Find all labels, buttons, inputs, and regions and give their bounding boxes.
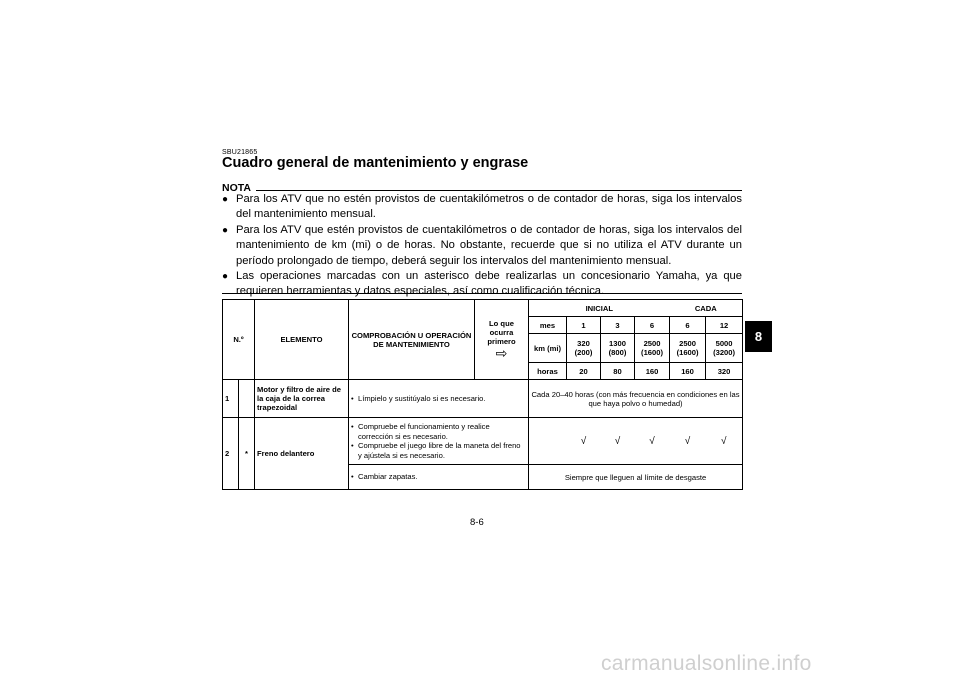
row-operations [349, 418, 529, 465]
watermark: carmanualsonline.info [601, 652, 812, 675]
header-element: ELEMENTO [255, 300, 349, 380]
unit-hours: horas [529, 363, 567, 380]
row-number: 1 [223, 380, 239, 418]
month-value: 1 [567, 317, 601, 334]
unit-km: km (mi) [529, 334, 567, 363]
nota-item-text: Para los ATV que estén provistos de cuentakilómetros o de contador de horas, siga los intervalos del mantenimiento de km (mi) o de horas. No obstante, recuerde que si no utiliza el ATV durante un período prolongado de tiempo, deberá seguir los intervalos del mantenimiento mensual. [236, 223, 742, 267]
header-first [475, 300, 529, 380]
bullet-icon: ● [222, 194, 229, 205]
operation-item: • Compruebe el juego libre de la maneta del freno y ajústela si es necesario. [351, 441, 526, 460]
arrow-right-icon: ⇨ [495, 345, 508, 361]
check-icon: √ [614, 435, 621, 447]
document-code: SBU21865 [222, 149, 258, 156]
header-check: COMPROBACIÓN U OPERACIÓN DE MANTENIMIENTO [349, 300, 475, 380]
operation-item: • Compruebe el funcionamiento y realice corrección si es necesario. [351, 422, 526, 441]
month-value: 6 [670, 317, 706, 334]
header-initial: INICIAL [529, 300, 670, 317]
km-value: 5000 (3200) [706, 334, 743, 363]
km-value: 2500 (1600) [635, 334, 670, 363]
hours-value: 160 [670, 363, 706, 380]
section-divider [222, 293, 742, 294]
check-icon: √ [580, 435, 587, 447]
maintenance-table [222, 299, 743, 490]
month-value: 6 [635, 317, 670, 334]
bullet-icon: ● [222, 271, 229, 283]
row-interval: Cada 20–40 horas (con más frecuencia en condiciones en las que haya polvo o humedad) [529, 380, 743, 418]
section-tab: 8 [745, 321, 772, 352]
hours-value: 80 [601, 363, 635, 380]
row-asterisk: * [239, 418, 255, 490]
table-row [223, 380, 743, 418]
nota-item-text: Para los ATV que no estén provistos de cuentakilómetros o de contador de horas, siga los intervalos del mantenimiento mensual. [236, 193, 742, 221]
operation-item: • Cambiar zapatas. [351, 472, 526, 482]
nota-item [222, 223, 742, 269]
km-value: 320 (200) [567, 334, 601, 363]
hours-value: 320 [706, 363, 743, 380]
row-asterisk [239, 380, 255, 418]
page-number: 8-6 [470, 517, 484, 528]
km-value: 2500 (1600) [670, 334, 706, 363]
row-element: Freno delantero [255, 418, 349, 490]
row-operations [349, 380, 529, 418]
header-every: CADA [670, 300, 743, 317]
header-number: N.º [223, 300, 255, 380]
nota-divider [256, 190, 742, 191]
km-value: 1300 (800) [601, 334, 635, 363]
row-element: Motor y filtro de aire de la caja de la correa trapezoidal [255, 380, 349, 418]
nota-item [222, 269, 742, 300]
row-operations [349, 465, 529, 490]
nota-label: NOTA [222, 182, 254, 194]
check-icon: √ [649, 435, 655, 447]
unit-month: mes [529, 317, 567, 334]
table-row [223, 418, 743, 465]
nota-header [222, 182, 742, 192]
nota-list [222, 192, 742, 300]
check-icon: √ [684, 435, 691, 447]
month-value: 3 [601, 317, 635, 334]
page-title: Cuadro general de mantenimiento y engrase [222, 155, 529, 171]
check-icon: √ [706, 418, 743, 465]
month-value: 12 [706, 317, 743, 334]
empty-cell [529, 418, 567, 465]
row-number: 2 [223, 418, 239, 490]
nota-item-text: Las operaciones marcadas con un asterisco debe realizarlas un concesionario Yamaha, ya que requieren herramientas y datos especiales, así como cualificación técnica. [236, 270, 742, 298]
operation-item: • Límpielo y sustitúyalo si es necesario. [351, 394, 526, 404]
header-first-label: Lo que ocurra primero [487, 319, 516, 346]
bullet-icon: ● [222, 224, 229, 236]
hours-value: 160 [635, 363, 670, 380]
hours-value: 20 [567, 363, 601, 380]
nota-item [222, 192, 742, 223]
row-interval: Siempre que lleguen al límite de desgaste [529, 465, 743, 490]
